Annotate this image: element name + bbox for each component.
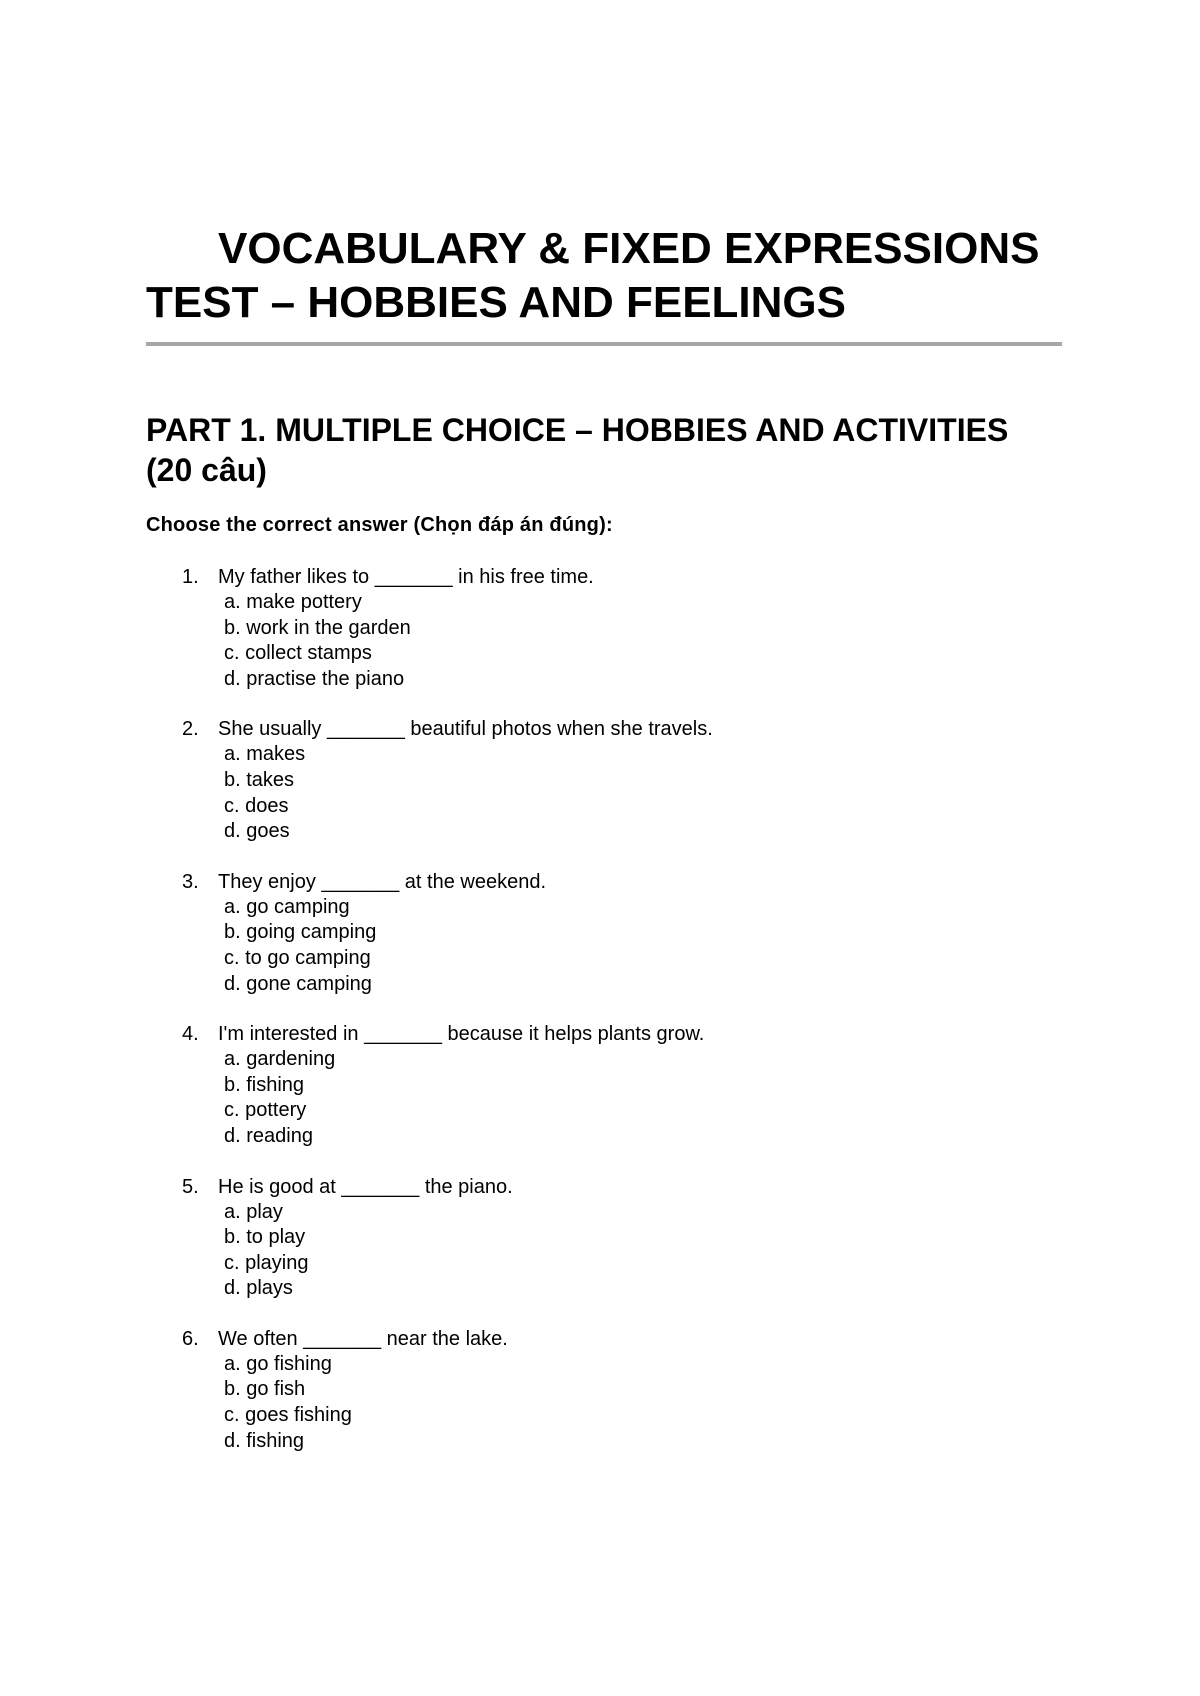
option-a: a. play: [224, 1200, 283, 1223]
question-number: 4.: [182, 1023, 199, 1046]
option-list: [146, 1047, 1062, 1149]
question-text: I'm interested in _______ because it helps plants grow.: [218, 1023, 705, 1046]
option-list: [146, 1200, 1062, 1302]
option-b: b. fishing: [224, 1073, 305, 1096]
question-text: My father likes to _______ in his free time.: [218, 566, 594, 588]
question-text: She usually _______ beautiful photos when she travels.: [218, 718, 713, 741]
document-page: [146, 222, 1062, 1478]
question-6: [146, 1326, 1062, 1454]
part1-heading: PART 1. MULTIPLE CHOICE – HOBBIES AND ACTIVITIES (20 câu): [146, 412, 1009, 488]
option-c: c. does: [224, 794, 289, 817]
part1-instruction: Choose the correct answer (Chọn đáp án đúng):: [146, 514, 613, 536]
option-c: c. pottery: [224, 1099, 307, 1122]
question-3: [146, 869, 1062, 997]
option-d: d. practise the piano: [224, 667, 405, 690]
document-title: VOCABULARY & FIXED EXPRESSIONS TEST – HOBBIES AND FEELINGS: [146, 224, 1040, 327]
question-number: 2.: [182, 718, 199, 741]
option-a: a. go fishing: [224, 1352, 332, 1375]
question-5: [146, 1174, 1062, 1302]
question-number: 1.: [182, 566, 199, 588]
option-d: d. reading: [224, 1124, 313, 1147]
option-d: d. plays: [224, 1277, 293, 1300]
option-a: a. gardening: [224, 1048, 336, 1071]
option-a: a. make pottery: [224, 591, 362, 613]
option-list: [146, 895, 1062, 997]
question-number: 3.: [182, 870, 199, 893]
option-d: d. fishing: [224, 1429, 305, 1452]
option-b: b. work in the garden: [224, 616, 411, 639]
question-1: [146, 564, 1062, 692]
option-a: a. go camping: [224, 895, 350, 918]
option-b: b. go fish: [224, 1378, 306, 1401]
option-b: b. going camping: [224, 921, 377, 944]
option-list: [146, 742, 1062, 844]
option-c: c. collect stamps: [224, 642, 372, 665]
option-a: a. makes: [224, 743, 306, 766]
question-4: [146, 1021, 1062, 1149]
question-text: They enjoy _______ at the weekend.: [218, 870, 547, 893]
option-list: [146, 1352, 1062, 1454]
option-c: c. goes fishing: [224, 1404, 352, 1427]
option-d: d. goes: [224, 820, 290, 843]
question-number: 5.: [182, 1175, 199, 1198]
option-d: d. gone camping: [224, 972, 372, 995]
question-list: [146, 564, 1062, 1454]
option-list: [146, 590, 1062, 692]
question-text: He is good at _______ the piano.: [218, 1175, 513, 1198]
question-number: 6.: [182, 1327, 199, 1350]
option-c: c. playing: [224, 1251, 309, 1274]
title-divider: [146, 342, 1062, 346]
option-b: b. to play: [224, 1226, 306, 1249]
question-2: [146, 716, 1062, 844]
question-text: We often _______ near the lake.: [218, 1327, 508, 1350]
option-c: c. to go camping: [224, 946, 371, 969]
option-b: b. takes: [224, 768, 295, 791]
